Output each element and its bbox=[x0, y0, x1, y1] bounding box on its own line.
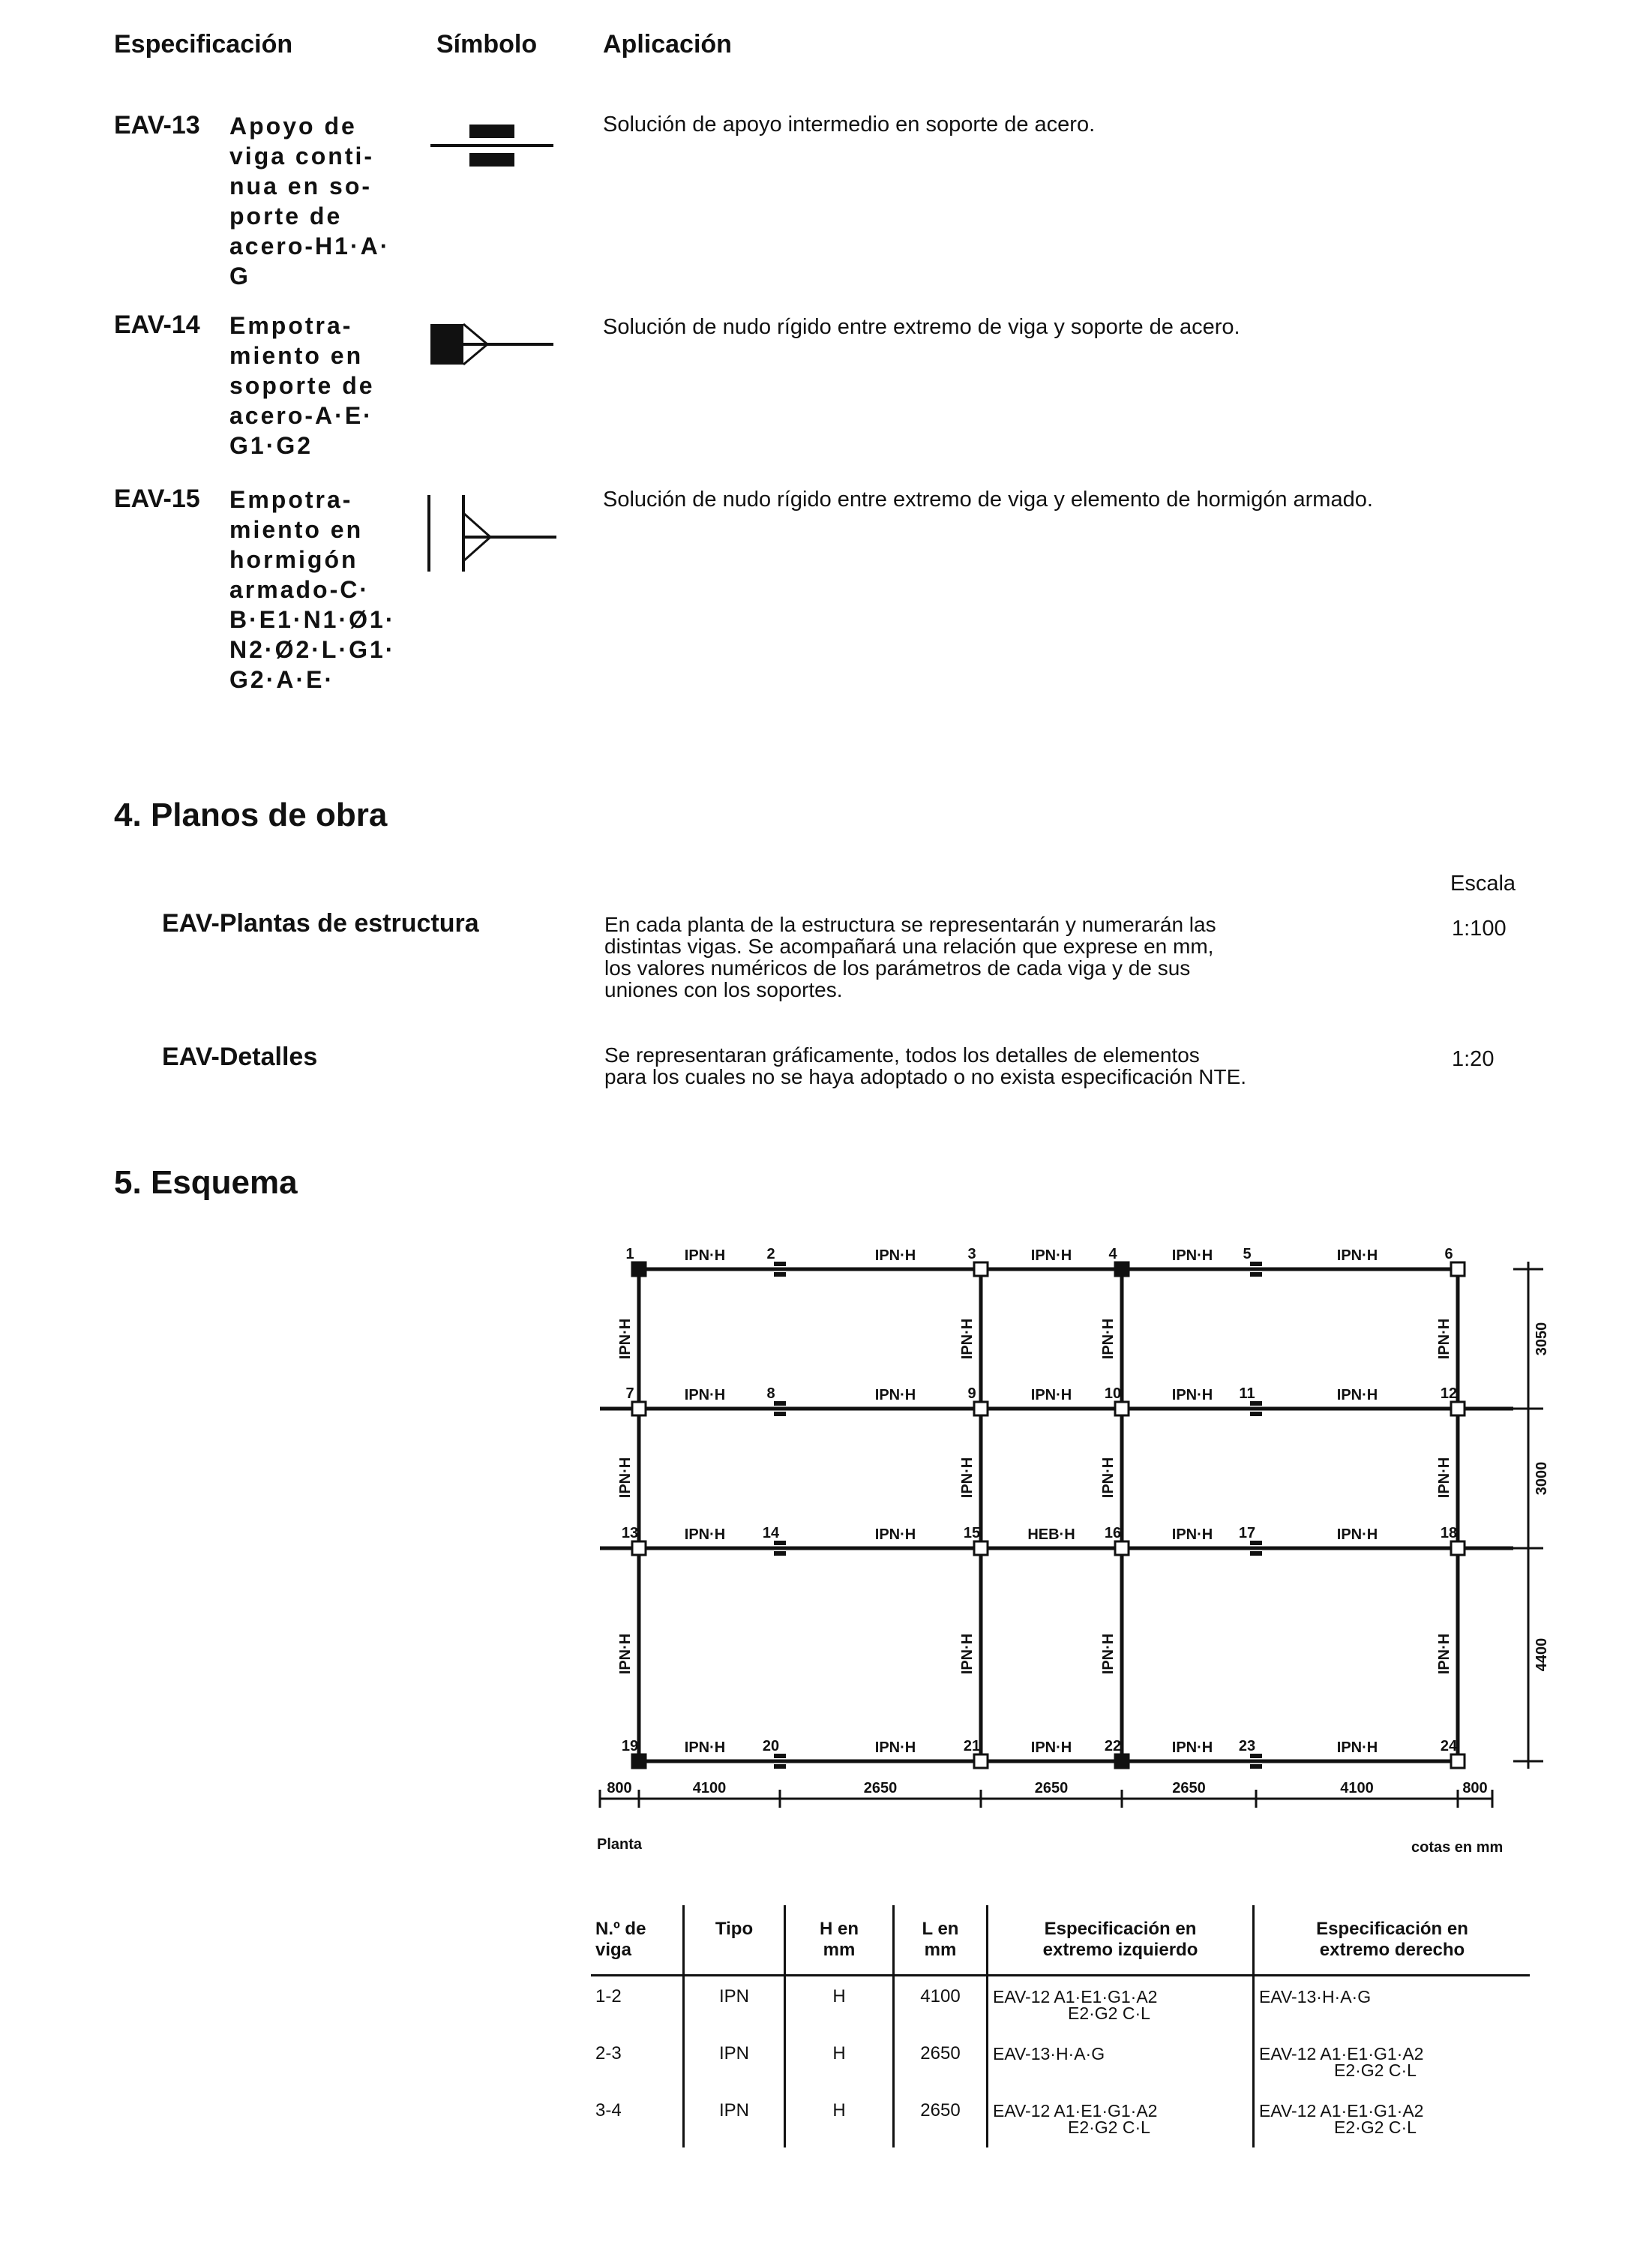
header-line: extremo derecho bbox=[1319, 1940, 1465, 1960]
spec-line: E2·G2 C·L bbox=[1068, 2117, 1150, 2137]
continuous-support-icon bbox=[774, 1401, 786, 1406]
cell-l: 4100 bbox=[894, 1976, 988, 2034]
header-line: Especificación en bbox=[1044, 1919, 1197, 1939]
spec-line: Empotra- bbox=[229, 312, 353, 339]
beam-label: HEB·H bbox=[1027, 1526, 1075, 1543]
continuous-support-icon bbox=[774, 1412, 786, 1416]
cell-tipo: IPN bbox=[684, 2033, 785, 2090]
beam-label: IPN·H bbox=[1100, 1457, 1117, 1499]
spec-line: soporte de bbox=[229, 372, 375, 399]
spec-line: EAV-12 A1·E1·G1·A2 bbox=[1259, 2101, 1424, 2120]
spec-line: G2·A·E· bbox=[229, 666, 335, 693]
beam-label: IPN·H bbox=[874, 1739, 916, 1756]
cell-viga: 2-3 bbox=[595, 2043, 622, 2063]
beam-label: IPN·H bbox=[1030, 1247, 1072, 1264]
plan-labels bbox=[607, 1246, 1550, 1796]
column-node-icon bbox=[1451, 1402, 1465, 1415]
spec-line: Apoyo de bbox=[229, 113, 357, 140]
col-header-viga bbox=[591, 1905, 684, 1976]
spec-line: EAV-13·H·A·G bbox=[1259, 1987, 1372, 2006]
beam-label: IPN·H bbox=[1171, 1739, 1213, 1756]
beam-label: IPN·H bbox=[617, 1633, 634, 1675]
text-line: los valores numéricos de los parámetros de cada viga y de sus bbox=[604, 956, 1191, 980]
column-node-icon bbox=[974, 1541, 988, 1555]
node-label: 16 bbox=[1104, 1525, 1122, 1541]
dimension-label: 4400 bbox=[1534, 1637, 1550, 1672]
spec-line: viga conti- bbox=[229, 143, 375, 170]
node-label: 12 bbox=[1440, 1385, 1458, 1402]
header-line: L en bbox=[922, 1919, 959, 1939]
node-label: 6 bbox=[1444, 1246, 1453, 1262]
dimension-label: 2650 bbox=[1172, 1780, 1206, 1796]
section-title-text: Planos de obra bbox=[150, 797, 388, 833]
cell-der bbox=[1254, 2033, 1531, 2090]
cell-h: H bbox=[785, 1976, 894, 2034]
node-label: 18 bbox=[1440, 1525, 1458, 1541]
plan-caption-right: cotas en mm bbox=[1411, 1839, 1504, 1856]
node-label: 11 bbox=[1239, 1385, 1255, 1402]
plan-joints bbox=[632, 1262, 1465, 1769]
dimension-label: 3000 bbox=[1534, 1461, 1550, 1496]
spec-line: EAV-12 A1·E1·G1·A2 bbox=[1259, 2044, 1424, 2063]
spec-line: EAV-12 A1·E1·G1·A2 bbox=[993, 2101, 1158, 2120]
column-node-icon bbox=[1115, 1402, 1129, 1415]
header-line: Especificación en bbox=[1316, 1919, 1468, 1939]
cell-viga: 1-2 bbox=[595, 1986, 622, 2006]
spec-line: E2·G2 C·L bbox=[1334, 2117, 1417, 2137]
spec-line: hormigón bbox=[229, 546, 358, 573]
table-row bbox=[591, 2090, 1530, 2147]
continuous-support-icon bbox=[774, 1764, 786, 1769]
header-line: extremo izquierdo bbox=[1042, 1940, 1198, 1960]
header-line: Tipo bbox=[715, 1919, 754, 1939]
header-line: viga bbox=[595, 1940, 632, 1960]
spec-line: acero-A·E· bbox=[229, 402, 373, 429]
beam-label: IPN·H bbox=[874, 1526, 916, 1543]
spec-line: E2·G2 C·L bbox=[1334, 2060, 1417, 2080]
symbol-rigid-concrete-joint-icon bbox=[420, 488, 562, 585]
section-title-text: Esquema bbox=[150, 1164, 298, 1201]
text-line: En cada planta de la estructura se representarán y numerarán las bbox=[604, 913, 1216, 936]
plan-label-detalles: EAV-Detalles bbox=[162, 1043, 318, 1071]
col-header-tipo bbox=[684, 1905, 785, 1976]
spec-line: acero-H1·A· bbox=[229, 233, 391, 260]
col-header-h bbox=[785, 1905, 894, 1976]
beam-label: IPN·H bbox=[684, 1739, 726, 1756]
section-5-title bbox=[114, 1164, 298, 1202]
node-label: 10 bbox=[1104, 1385, 1122, 1402]
beam-label: IPN·H bbox=[1171, 1526, 1213, 1543]
spec-line: porte de bbox=[229, 203, 343, 230]
beam-label: IPN·H bbox=[684, 1247, 726, 1264]
column-node-icon bbox=[1451, 1262, 1465, 1276]
spec-line: EAV-12 A1·E1·G1·A2 bbox=[993, 1987, 1158, 2006]
beam-label: IPN·H bbox=[1336, 1387, 1378, 1403]
text-line: para los cuales no se haya adoptado o no exista especificación NTE. bbox=[604, 1065, 1247, 1088]
column-node-icon bbox=[632, 1262, 646, 1276]
column-node-icon bbox=[974, 1262, 988, 1276]
node-label: 20 bbox=[762, 1738, 780, 1754]
col-header-izq bbox=[988, 1905, 1254, 1976]
node-label: 23 bbox=[1238, 1738, 1256, 1754]
beam-label: IPN·H bbox=[959, 1318, 976, 1360]
spec-line: E2·G2 C·L bbox=[1068, 2003, 1150, 2023]
column-node-icon bbox=[1451, 1541, 1465, 1555]
continuous-support-icon bbox=[1250, 1272, 1262, 1277]
cell-viga: 3-4 bbox=[595, 2100, 622, 2120]
beam-label: IPN·H bbox=[1030, 1739, 1072, 1756]
dimension-label: 2650 bbox=[1034, 1780, 1069, 1796]
continuous-support-icon bbox=[774, 1272, 786, 1277]
node-label: 21 bbox=[963, 1738, 981, 1754]
structural-plan-diagram bbox=[585, 1230, 1560, 1875]
spec-line: EAV-13·H·A·G bbox=[993, 2044, 1105, 2063]
beam-label: IPN·H bbox=[959, 1457, 976, 1499]
node-label: 19 bbox=[621, 1738, 639, 1754]
column-node-icon bbox=[632, 1402, 646, 1415]
spec-line: G bbox=[229, 263, 250, 290]
cell-l: 2650 bbox=[894, 2033, 988, 2090]
node-label: 13 bbox=[621, 1525, 639, 1541]
scale-detalles: 1:20 bbox=[1452, 1047, 1495, 1071]
spec-application-eav14: Solución de nudo rígido entre extremo de viga y soporte de acero. bbox=[603, 315, 1240, 339]
column-node-icon bbox=[1115, 1754, 1129, 1768]
spec-line: miento en bbox=[229, 342, 364, 369]
spec-line: G1·G2 bbox=[229, 432, 313, 459]
cell-der bbox=[1254, 1976, 1531, 2034]
col-header-der bbox=[1254, 1905, 1531, 1976]
cell-l: 2650 bbox=[894, 2090, 988, 2147]
node-label: 2 bbox=[766, 1246, 775, 1262]
dimension-label: 3050 bbox=[1534, 1322, 1550, 1356]
beam-label: IPN·H bbox=[617, 1457, 634, 1499]
beam-label: IPN·H bbox=[1336, 1739, 1378, 1756]
dimension-label: 4100 bbox=[692, 1780, 727, 1796]
header-line: mm bbox=[823, 1940, 856, 1960]
beam-label: IPN·H bbox=[1436, 1633, 1453, 1675]
node-label: 8 bbox=[766, 1385, 775, 1402]
continuous-support-icon bbox=[1250, 1551, 1262, 1556]
column-node-icon bbox=[1451, 1754, 1465, 1768]
section-4-title bbox=[114, 797, 387, 834]
header-line: H en bbox=[819, 1919, 859, 1939]
beam-label: IPN·H bbox=[1171, 1247, 1213, 1264]
spec-application-eav15: Solución de nudo rígido entre extremo de viga y elemento de hormigón armado. bbox=[603, 488, 1373, 512]
node-label: 5 bbox=[1243, 1246, 1252, 1262]
dimension-label: 4100 bbox=[1340, 1780, 1374, 1796]
column-node-icon bbox=[974, 1402, 988, 1415]
beam-label: IPN·H bbox=[1436, 1318, 1453, 1360]
beam-label: IPN·H bbox=[1336, 1526, 1378, 1543]
node-label: 17 bbox=[1238, 1525, 1256, 1541]
node-label: 22 bbox=[1104, 1738, 1122, 1754]
column-node-icon bbox=[974, 1754, 988, 1768]
cell-tipo: IPN bbox=[684, 1976, 785, 2034]
spec-line: Empotra- bbox=[229, 486, 353, 513]
cell-izq bbox=[988, 1976, 1254, 2034]
col-header-l bbox=[894, 1905, 988, 1976]
node-label: 4 bbox=[1108, 1246, 1117, 1262]
header-especificacion: Especificación bbox=[114, 30, 293, 59]
cell-izq bbox=[988, 2090, 1254, 2147]
beam-label: IPN·H bbox=[1030, 1387, 1072, 1403]
column-node-icon bbox=[1115, 1541, 1129, 1555]
spec-code-eav14: EAV-14 bbox=[114, 311, 200, 339]
beam-label: IPN·H bbox=[1171, 1387, 1213, 1403]
beam-label: IPN·H bbox=[1100, 1318, 1117, 1360]
section-number: 4. bbox=[114, 797, 142, 833]
spec-code-eav15: EAV-15 bbox=[114, 485, 200, 513]
dimension-label: 800 bbox=[607, 1780, 632, 1796]
text-line: uniones con los soportes. bbox=[604, 978, 843, 1001]
beam-label: IPN·H bbox=[1436, 1457, 1453, 1499]
beam-label: IPN·H bbox=[684, 1387, 726, 1403]
continuous-support-icon bbox=[1250, 1262, 1262, 1266]
column-node-icon bbox=[632, 1541, 646, 1555]
table-row bbox=[591, 2033, 1530, 2090]
symbol-continuous-support-icon bbox=[427, 119, 562, 179]
node-label: 14 bbox=[762, 1525, 780, 1541]
node-label: 7 bbox=[625, 1385, 634, 1402]
node-label: 1 bbox=[625, 1246, 634, 1262]
beam-label: IPN·H bbox=[959, 1633, 976, 1675]
spec-line: armado-C· bbox=[229, 576, 370, 603]
spec-line: N2·Ø2·L·G1· bbox=[229, 636, 396, 663]
beam-table bbox=[591, 1905, 1530, 2147]
spec-line: B·E1·N1·Ø1· bbox=[229, 606, 396, 633]
plan-label-plantas: EAV-Plantas de estructura bbox=[162, 909, 479, 938]
scale-plantas: 1:100 bbox=[1452, 917, 1507, 941]
column-node-icon bbox=[632, 1754, 646, 1768]
beam-label: IPN·H bbox=[1336, 1247, 1378, 1264]
spec-name-eav14 bbox=[229, 311, 394, 461]
cell-der bbox=[1254, 2090, 1531, 2147]
text-line: Se representaran gráficamente, todos los detalles de elementos bbox=[604, 1043, 1200, 1067]
beam-label: IPN·H bbox=[874, 1247, 916, 1264]
plan-text-detalles bbox=[604, 1044, 1444, 1088]
cell-h: H bbox=[785, 2033, 894, 2090]
beam-label: IPN·H bbox=[874, 1387, 916, 1403]
node-label: 24 bbox=[1440, 1738, 1458, 1754]
spec-line: nua en so- bbox=[229, 173, 373, 200]
dimension-label: 800 bbox=[1462, 1780, 1488, 1796]
spec-name-eav15 bbox=[229, 485, 394, 695]
spec-application-eav13: Solución de apoyo intermedio en soporte de acero. bbox=[603, 113, 1096, 137]
continuous-support-icon bbox=[1250, 1764, 1262, 1769]
scale-header: Escala bbox=[1450, 872, 1516, 896]
symbol-rigid-steel-joint-icon bbox=[427, 315, 562, 375]
column-node-icon bbox=[1115, 1262, 1129, 1276]
node-label: 15 bbox=[963, 1525, 981, 1541]
continuous-support-icon bbox=[1250, 1412, 1262, 1416]
plan-caption-left: Planta bbox=[597, 1836, 643, 1853]
text-line: distintas vigas. Se acompañará una relación que exprese en mm, bbox=[604, 935, 1214, 958]
beam-label: IPN·H bbox=[617, 1318, 634, 1360]
header-line: mm bbox=[924, 1940, 957, 1960]
cell-tipo: IPN bbox=[684, 2090, 785, 2147]
header-simbolo: Símbolo bbox=[436, 30, 538, 59]
continuous-support-icon bbox=[774, 1551, 786, 1556]
spec-name-eav13 bbox=[229, 111, 394, 291]
node-label: 9 bbox=[967, 1385, 976, 1402]
spec-line: miento en bbox=[229, 516, 364, 543]
spec-code-eav13: EAV-13 bbox=[114, 111, 200, 140]
continuous-support-icon bbox=[774, 1262, 786, 1266]
table-row bbox=[591, 1976, 1530, 2034]
plan-text-plantas bbox=[604, 914, 1444, 1001]
section-number: 5. bbox=[114, 1164, 142, 1201]
cell-izq bbox=[988, 2033, 1254, 2090]
node-label: 3 bbox=[967, 1246, 976, 1262]
beam-label: IPN·H bbox=[684, 1526, 726, 1543]
header-aplicacion: Aplicación bbox=[603, 30, 732, 59]
cell-h: H bbox=[785, 2090, 894, 2147]
beam-label: IPN·H bbox=[1100, 1633, 1117, 1675]
dimension-label: 2650 bbox=[863, 1780, 898, 1796]
beam-table-header-row bbox=[591, 1905, 1530, 1976]
header-line: N.º de bbox=[595, 1919, 646, 1939]
